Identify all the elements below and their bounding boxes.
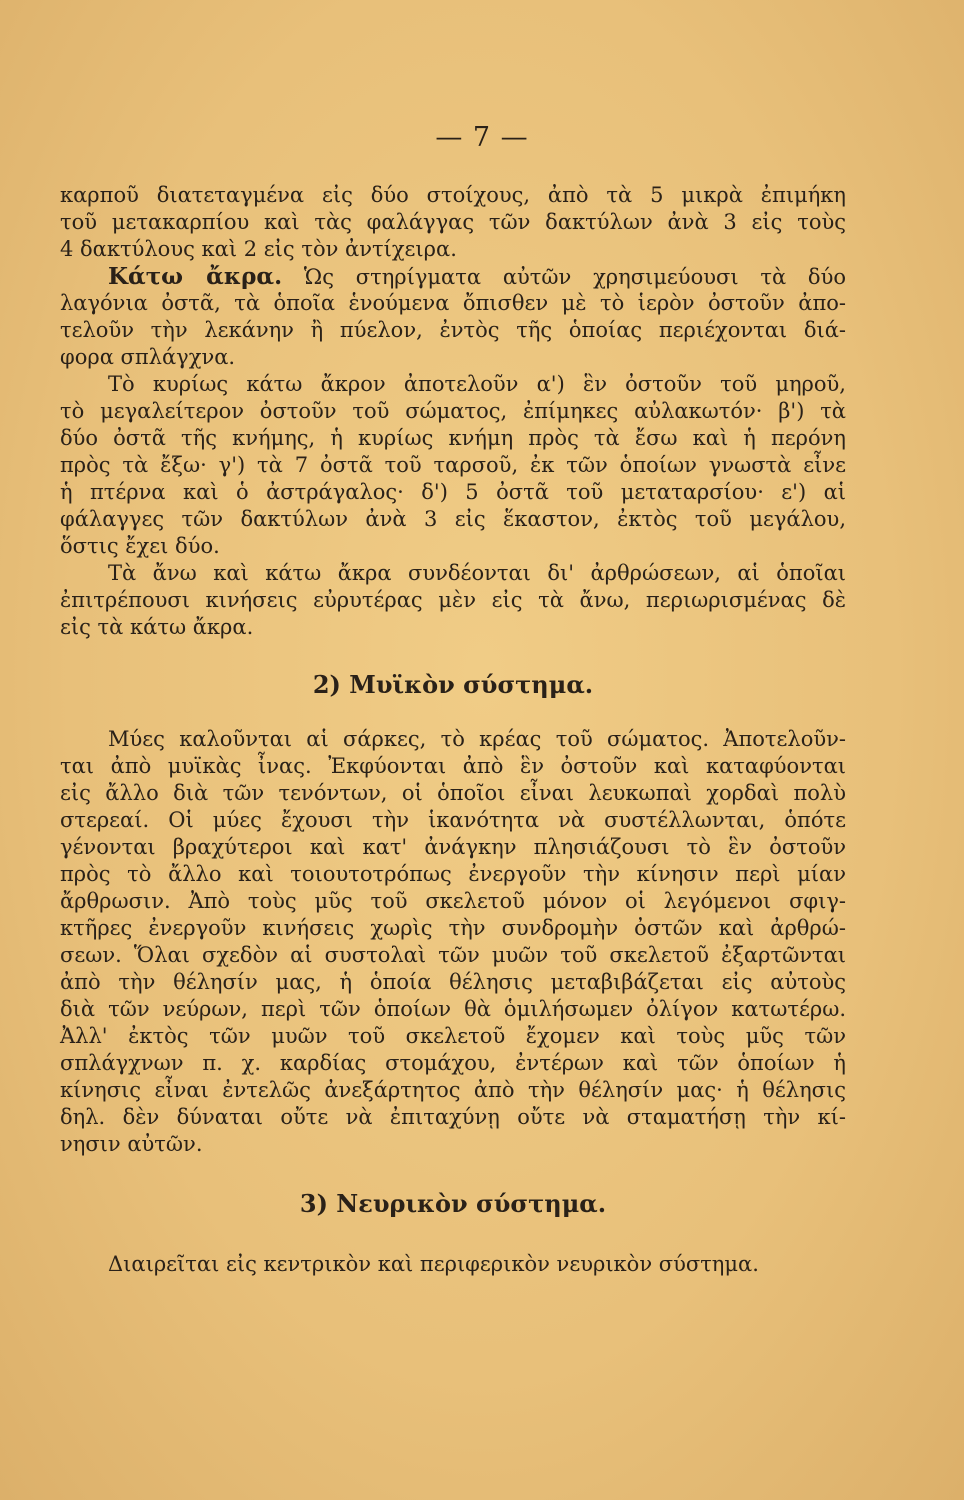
text-line: τελοῦν τὴν λεκάνην ἢ πύελον, ἐντὸς τῆς ὁποίας περιέχονται διά-: [60, 318, 846, 342]
text-line: ὅστις ἔχει δύο.: [60, 534, 220, 558]
section-heading-muscular-system: 2) Μυϊκὸν σύστημα.: [312, 670, 594, 699]
text-line: ἐπιτρέπουσι κινήσεις εὐρυτέρας μὲν εἰς τὰ ἄνω, περιωρισμένας δὲ: [60, 588, 846, 612]
text-line: εἰς ἄλλο διὰ τῶν τενόντων, οἱ ὁποῖοι εἶναι λευκωπαὶ χορδαὶ πολὺ: [60, 781, 846, 805]
text-line: πρὸς τὸ ἄλλο καὶ τοιουτοτρόπως ἐνεργοῦν τὴν κίνησιν περὶ μίαν: [60, 862, 846, 886]
text-line: κίνησις εἶναι ἐντελῶς ἀνεξάρτητος ἀπὸ τὴν θέλησίν μας· ἡ θέλησις: [60, 1078, 846, 1102]
text-line: φορα σπλάγχνα.: [60, 345, 236, 369]
text-line: Τὰ ἄνω καὶ κάτω ἄκρα συνδέονται δι' ἀρθρώσεων, αἱ ὁποῖαι: [108, 561, 846, 585]
text-run: Ὡς στηρίγματα αὐτῶν χρησιμεύουσι τὰ δύο: [303, 265, 846, 289]
text-line: Διαιρεῖται εἰς κεντρικὸν καὶ περιφερικὸν νευρικὸν σύστημα.: [108, 1252, 759, 1276]
subheading-lower-limbs: Κάτω ἄκρα.: [108, 263, 283, 290]
text-line: σπλάγχνων π. χ. καρδίας στομάχου, ἐντέρων καὶ τῶν ὁποίων ἡ: [60, 1051, 846, 1075]
text-line: στερεαί. Οἱ μύες ἔχουσι τὴν ἱκανότητα νὰ συστέλλωνται, ὁπότε: [60, 808, 846, 832]
body-text: [60, 182, 846, 1278]
text-line: δηλ. δὲν δύναται οὔτε νὰ ἐπιταχύνῃ οὔτε νὰ σταματήσῃ τὴν κί-: [60, 1105, 846, 1129]
text-line: κτῆρες ἐνεργοῦν κινήσεις χωρὶς τὴν συνδρομὴν ὀστῶν καὶ ἀρθρώ-: [60, 916, 846, 940]
text-line: ἡ πτέρνα καὶ ὁ ἀστράγαλος· δ') 5 ὀστᾶ τοῦ μεταταρσίου· ε') αἱ: [60, 480, 846, 504]
section-heading-nervous-system: 3) Νευρικὸν σύστημα.: [299, 1189, 607, 1218]
text-line: [60, 263, 846, 290]
text-line: τὸ μεγαλείτερον ὀστοῦν τοῦ σώματος, ἐπίμηκες αὐλακωτόν· β') τὰ: [60, 399, 846, 423]
text-line: 4 δακτύλους καὶ 2 εἰς τὸν ἀντίχειρα.: [60, 237, 457, 261]
text-line: εἰς τὰ κάτω ἄκρα.: [60, 615, 254, 639]
text-line: δύο ὀστᾶ τῆς κνήμης, ἡ κυρίως κνήμη πρὸς τὰ ἔσω καὶ ἡ περόνη: [60, 426, 846, 450]
text-line: γένονται βραχύτεροι καὶ κατ' ἀνάγκην πλησιάζουσι τὸ ἓν ὀστοῦν: [60, 835, 846, 859]
text-line: Τὸ κυρίως κάτω ἄκρον ἀποτελοῦν α') ἓν ὀστοῦν τοῦ μηροῦ,: [108, 372, 846, 396]
text-line: Μύες καλοῦνται αἱ σάρκες, τὸ κρέας τοῦ σώματος. Ἀποτελοῦν-: [108, 727, 846, 751]
text-line: ται ἀπὸ μυϊκὰς ἶνας. Ἐκφύονται ἀπὸ ἓν ὀστοῦν καὶ καταφύονται: [60, 754, 846, 778]
page-number: — 7 —: [435, 122, 529, 153]
text-line: Ἀλλ' ἐκτὸς τῶν μυῶν τοῦ σκελετοῦ ἔχομεν καὶ τοὺς μῦς τῶν: [60, 1024, 846, 1048]
text-line: φάλαγγες τῶν δακτύλων ἀνὰ 3 εἰς ἕκαστον, ἐκτὸς τοῦ μεγάλου,: [60, 507, 846, 531]
text-line: νησιν αὐτῶν.: [60, 1132, 203, 1156]
text-line: διὰ τῶν νεύρων, περὶ τῶν ὁποίων θὰ ὁμιλήσωμεν ὀλίγον κατωτέρω.: [60, 997, 846, 1021]
text-line: καρποῦ διατεταγμένα εἰς δύο στοίχους, ἀπὸ τὰ 5 μικρὰ ἐπιμήκη: [60, 183, 846, 207]
text-line: πρὸς τὰ ἔξω· γ') τὰ 7 ὀστᾶ τοῦ ταρσοῦ, ἐκ τῶν ὁποίων γνωστὰ εἶνε: [60, 453, 846, 477]
text-line: ἀπὸ τὴν θέλησίν μας, ἡ ὁποία θέλησις μεταβιβάζεται εἰς αὐτοὺς: [60, 970, 846, 994]
text-line: τοῦ μετακαρπίου καὶ τὰς φαλάγγας τῶν δακτύλων ἀνὰ 3 εἰς τοὺς: [60, 210, 846, 234]
text-line: λαγόνια ὀστᾶ, τὰ ὁποῖα ἑνούμενα ὄπισθεν μὲ τὸ ἱερὸν ὀστοῦν ἀπο-: [60, 291, 846, 315]
text-line: σεων. Ὅλαι σχεδὸν αἱ συστολαὶ τῶν μυῶν τοῦ σκελετοῦ ἐξαρτῶνται: [60, 943, 846, 967]
text-line: ἄρθρωσιν. Ἀπὸ τοὺς μῦς τοῦ σκελετοῦ μόνον οἱ λεγόμενοι σφιγ-: [60, 889, 846, 913]
